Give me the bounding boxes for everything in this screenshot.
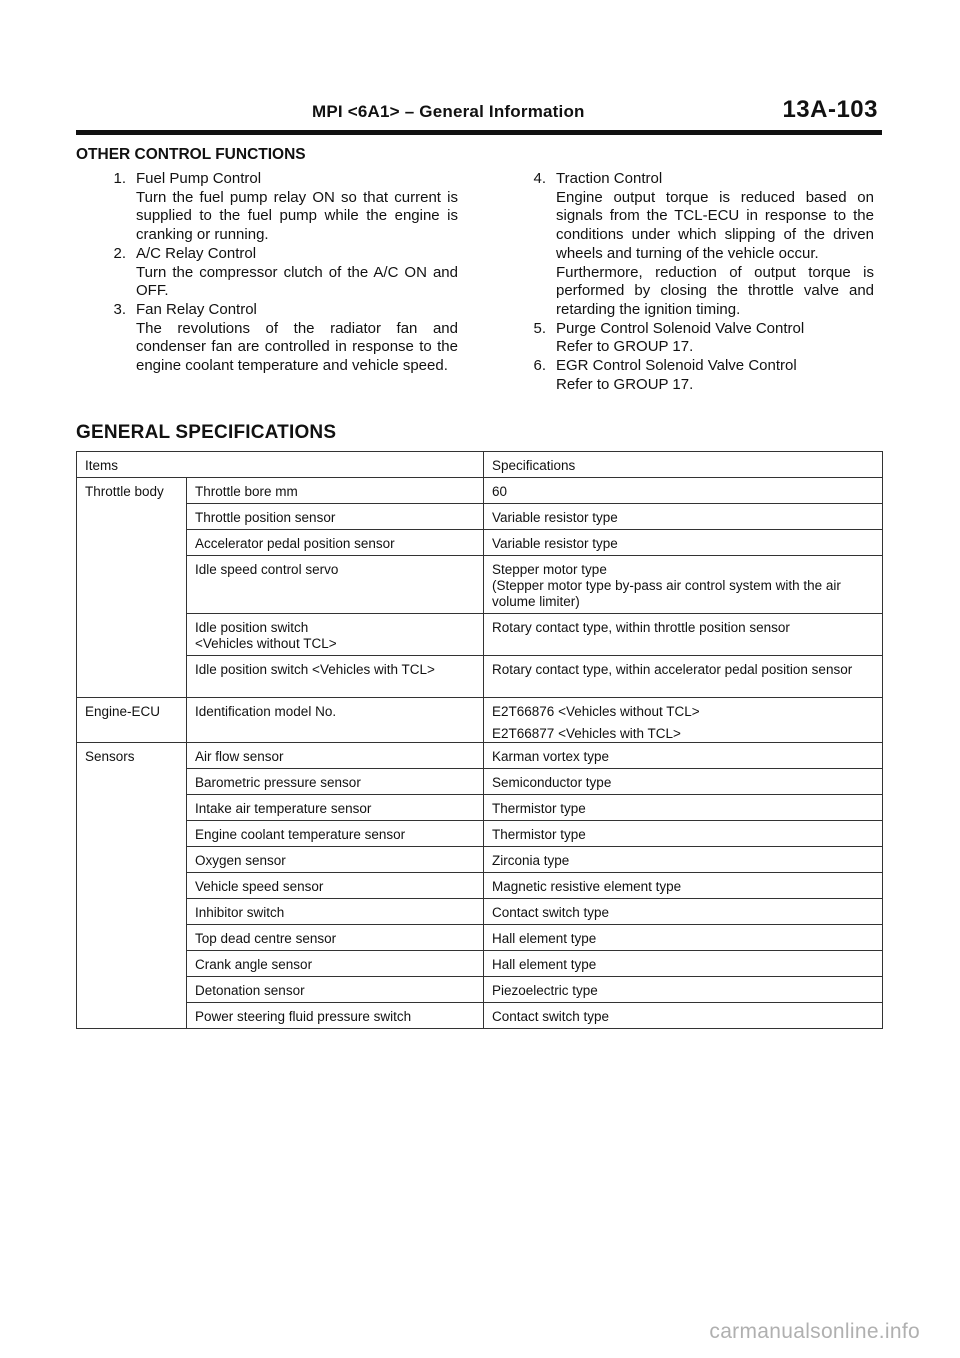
item-cell: Top dead centre sensor xyxy=(187,925,484,951)
other-control-left-column xyxy=(100,170,458,376)
spec-cell: Magnetic resistive element type xyxy=(484,873,883,899)
spec-cell: Rotary contact type, within throttle position sensor xyxy=(484,614,883,656)
item-cell: Throttle position sensor xyxy=(187,504,484,530)
spec-note: (Stepper motor type by-pass air control system with the air volume limiter) xyxy=(492,578,841,609)
other-control-right-column xyxy=(520,170,874,394)
header-specifications: Specifications xyxy=(484,452,883,478)
list-item xyxy=(520,170,874,320)
spec-cell: Thermistor type xyxy=(484,795,883,821)
item-heading: EGR Control Solenoid Valve Control xyxy=(556,357,797,375)
table-row xyxy=(77,556,883,614)
item-cell: Vehicle speed sensor xyxy=(187,873,484,899)
list-item xyxy=(100,301,458,376)
table-row xyxy=(77,821,883,847)
item-text: Refer to GROUP 17. xyxy=(556,375,694,393)
list-item xyxy=(520,357,874,394)
table-row xyxy=(77,698,883,743)
header-title: MPI <6A1> – General Information xyxy=(312,102,585,121)
table-row xyxy=(77,478,883,504)
spec-cell xyxy=(484,556,883,614)
group-label: Throttle body xyxy=(77,478,187,698)
item-text: Engine output torque is reduced based on signals from the TCL-ECU in response to the conditions under which slipping of the driven wheels and turning of the vehicle occur. xyxy=(556,188,874,262)
item-cell: Inhibitor switch xyxy=(187,899,484,925)
site-watermark: carmanualsonline.info xyxy=(709,1320,920,1343)
item-cell: Identification model No. xyxy=(187,698,484,743)
spec-cell: Hall element type xyxy=(484,925,883,951)
spec-cell: Variable resistor type xyxy=(484,504,883,530)
table-row xyxy=(77,899,883,925)
header-items: Items xyxy=(77,452,484,478)
spec-cell: Contact switch type xyxy=(484,899,883,925)
item-heading: Fan Relay Control xyxy=(136,300,257,318)
specifications-table xyxy=(76,451,883,1029)
group-label: Engine-ECU xyxy=(77,698,187,743)
item-cell: Oxygen sensor xyxy=(187,847,484,873)
spec-cell: Karman vortex type xyxy=(484,743,883,769)
item-heading: Fuel Pump Control xyxy=(136,170,262,187)
spec-line: Stepper motor type xyxy=(492,562,607,577)
list-item xyxy=(100,245,458,301)
item-cell: Accelerator pedal position sensor xyxy=(187,530,484,556)
item-text-continued: Furthermore, reduction of output torque is performed by closing the throttle valve and retarding the ignition timing. xyxy=(556,263,874,318)
item-text: Turn the fuel pump relay ON so that current is supplied to the fuel pump while the engine is cranking or running. xyxy=(136,188,458,244)
table-row xyxy=(77,951,883,977)
spec-cell: Contact switch type xyxy=(484,1003,883,1029)
item-heading: A/C Relay Control xyxy=(136,244,257,262)
item-cell: Detonation sensor xyxy=(187,977,484,1003)
item-cell: Barometric pressure sensor xyxy=(187,769,484,795)
item-line: Idle position switch xyxy=(195,620,309,635)
group-label: Sensors xyxy=(77,743,187,1029)
item-number: 5. xyxy=(533,319,546,337)
table-row xyxy=(77,614,883,656)
table-row xyxy=(77,504,883,530)
item-cell xyxy=(187,614,484,656)
other-control-title: OTHER CONTROL FUNCTIONS xyxy=(76,146,306,163)
spec-cell: Rotary contact type, within accelerator pedal position sensor xyxy=(484,656,883,698)
item-cell: Engine coolant temperature sensor xyxy=(187,821,484,847)
item-cell: Throttle bore mm xyxy=(187,478,484,504)
item-heading: Purge Control Solenoid Valve Control xyxy=(556,319,805,337)
table-row xyxy=(77,743,883,769)
item-cell: Power steering fluid pressure switch xyxy=(187,1003,484,1029)
item-text: Turn the compressor clutch of the A/C ON and OFF. xyxy=(136,263,458,300)
list-item xyxy=(520,320,874,357)
page-header xyxy=(76,96,882,135)
spec-cell: Variable resistor type xyxy=(484,530,883,556)
table-row xyxy=(77,769,883,795)
item-cell: Idle speed control servo xyxy=(187,556,484,614)
item-text: Refer to GROUP 17. xyxy=(556,338,694,356)
spec-cell: Piezoelectric type xyxy=(484,977,883,1003)
item-cell: Crank angle sensor xyxy=(187,951,484,977)
item-text: The revolutions of the radiator fan and condenser fan are controlled in response to the engine coolant temperature and vehicle speed. xyxy=(136,319,458,375)
item-qualifier: <Vehicles without TCL> xyxy=(195,636,337,651)
spec-line: E2T66876 <Vehicles without TCL> xyxy=(492,704,700,719)
table-header-row xyxy=(77,452,883,478)
item-cell: Intake air temperature sensor xyxy=(187,795,484,821)
item-number: 1. xyxy=(113,170,126,187)
specs-title: GENERAL SPECIFICATIONS xyxy=(76,422,337,443)
table-row xyxy=(77,1003,883,1029)
item-number: 3. xyxy=(113,300,126,318)
spec-cell: Hall element type xyxy=(484,951,883,977)
table-row xyxy=(77,977,883,1003)
item-number: 6. xyxy=(533,357,546,375)
item-number: 2. xyxy=(113,244,126,262)
spec-cell: Thermistor type xyxy=(484,821,883,847)
spec-cell: 60 xyxy=(484,478,883,504)
item-number: 4. xyxy=(533,170,546,187)
table-row xyxy=(77,656,883,698)
table-row xyxy=(77,795,883,821)
table-row xyxy=(77,530,883,556)
page-number: 13A-103 xyxy=(782,96,878,123)
item-heading: Traction Control xyxy=(556,170,663,187)
table-row xyxy=(77,925,883,951)
item-cell: Air flow sensor xyxy=(187,743,484,769)
table-row xyxy=(77,873,883,899)
item-cell: Idle position switch <Vehicles with TCL> xyxy=(187,656,484,698)
table-row xyxy=(77,847,883,873)
spec-line: E2T66877 <Vehicles with TCL> xyxy=(492,726,681,741)
spec-cell: Semiconductor type xyxy=(484,769,883,795)
spec-cell xyxy=(484,698,883,743)
list-item xyxy=(100,170,458,245)
spec-cell: Zirconia type xyxy=(484,847,883,873)
